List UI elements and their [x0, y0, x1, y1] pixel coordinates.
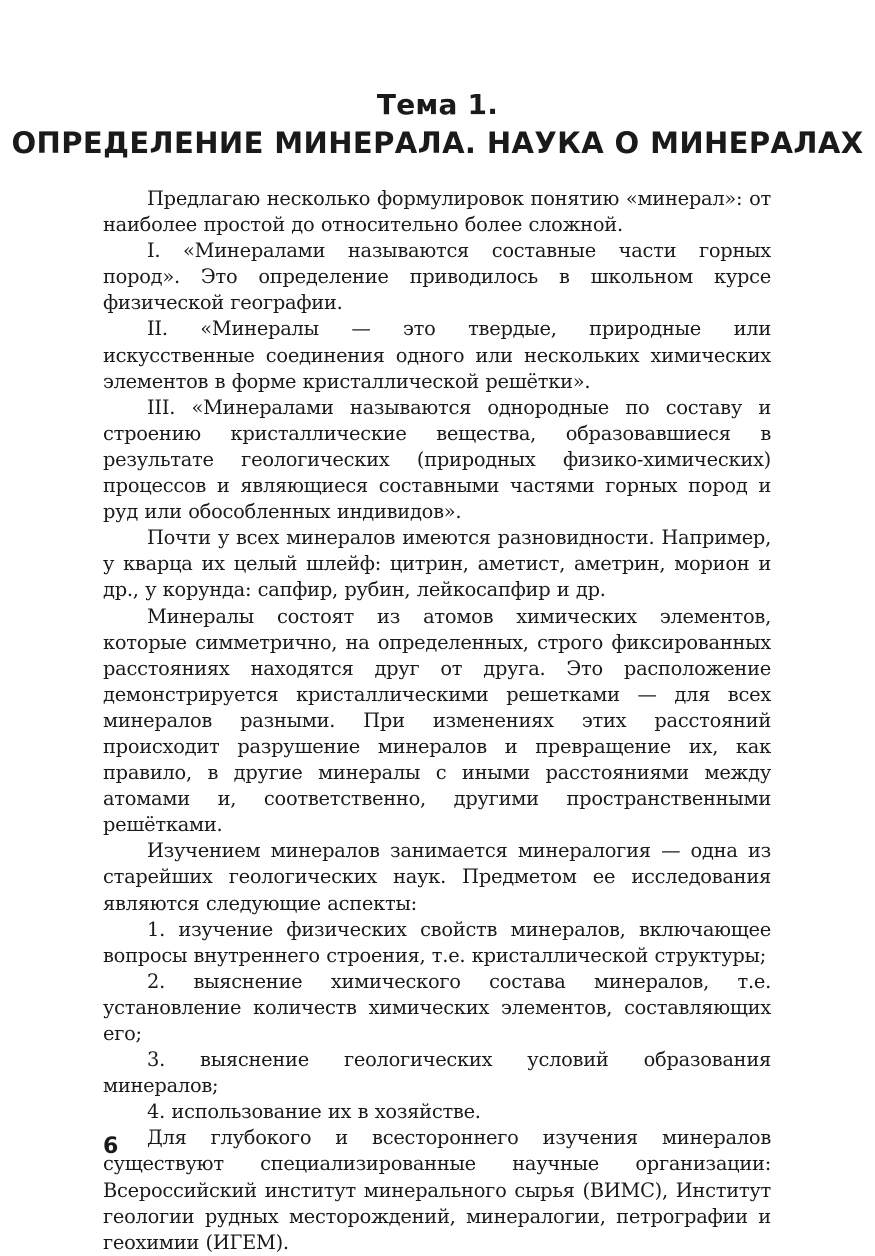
paragraph-atoms: Минералы состоят из атомов химических элементов, которые симметрично, на определенных, строго фиксированных расстояниях находятся друг от друга. Это расположение демонстрируется кристаллическими решетками — для всех минералов разными. При изменениях этих расстояний происходит разрушение минералов и превращение их, как правило, в другие минералы с иными расстояниями между атомами и, соответственно, другими пространственными решётками.: [103, 604, 771, 837]
chapter-title: ОПРЕДЕЛЕНИЕ МИНЕРАЛА. НАУКА О МИНЕРАЛАХ: [11, 126, 864, 160]
list-item-2: 2. выяснение химического состава минералов, т.е. установление количеств химических элементов, составляющих его;: [103, 969, 771, 1045]
body-text: [103, 186, 771, 1256]
list-item-3: 3. выяснение геологических условий образования минералов;: [103, 1048, 771, 1098]
page-number: 6: [103, 1134, 119, 1159]
list-item-1: 1. изучение физических свойств минералов, включающее вопросы внутреннего строения, т.е. кристаллической структуры;: [103, 917, 771, 967]
paragraph-definition-1: I. «Минералами называются составные части горных пород». Это определение приводилось в школьном курсе физической географии.: [103, 239, 771, 315]
paragraph-definition-2: II. «Минералы — это твердые, природные или искусственные соединения одного или нескольких химических элементов в форме кристаллической решётки».: [103, 317, 771, 393]
paragraph-mineralogy: Изучением минералов занимается минералогия — одна из старейших геологических наук. Предметом ее исследования являются следующие аспекты:: [103, 839, 771, 915]
paragraph-varieties: Почти у всех минералов имеются разновидности. Например, у кварца их целый шлейф: цитрин, аметист, аметрин, морион и др., у корунда: сапфир, рубин, лейкосапфир и др.: [103, 526, 771, 602]
paragraph-intro: Предлагаю несколько формулировок понятию «минерал»: от наиболее простой до относительно более сложной.: [103, 187, 771, 237]
list-item-4: 4. использование их в хозяйстве.: [147, 1100, 481, 1124]
topic-heading: Тема 1.: [376, 88, 499, 121]
paragraph-definition-3: III. «Минералами называются однородные по составу и строению кристаллические вещества, образовавшиеся в результате геологических (природных физико-химических) процессов и являющиеся составными частями горных пород и руд или обособленных индивидов».: [103, 395, 771, 524]
paragraph-organizations: Для глубокого и всестороннего изучения минералов существуют специализированные научные организации: Всероссийский институт минерального сырья (ВИМС), Институт геологии рудных месторождений, минералогии, петрографии и геохимии (ИГЕМ).: [103, 1126, 771, 1254]
